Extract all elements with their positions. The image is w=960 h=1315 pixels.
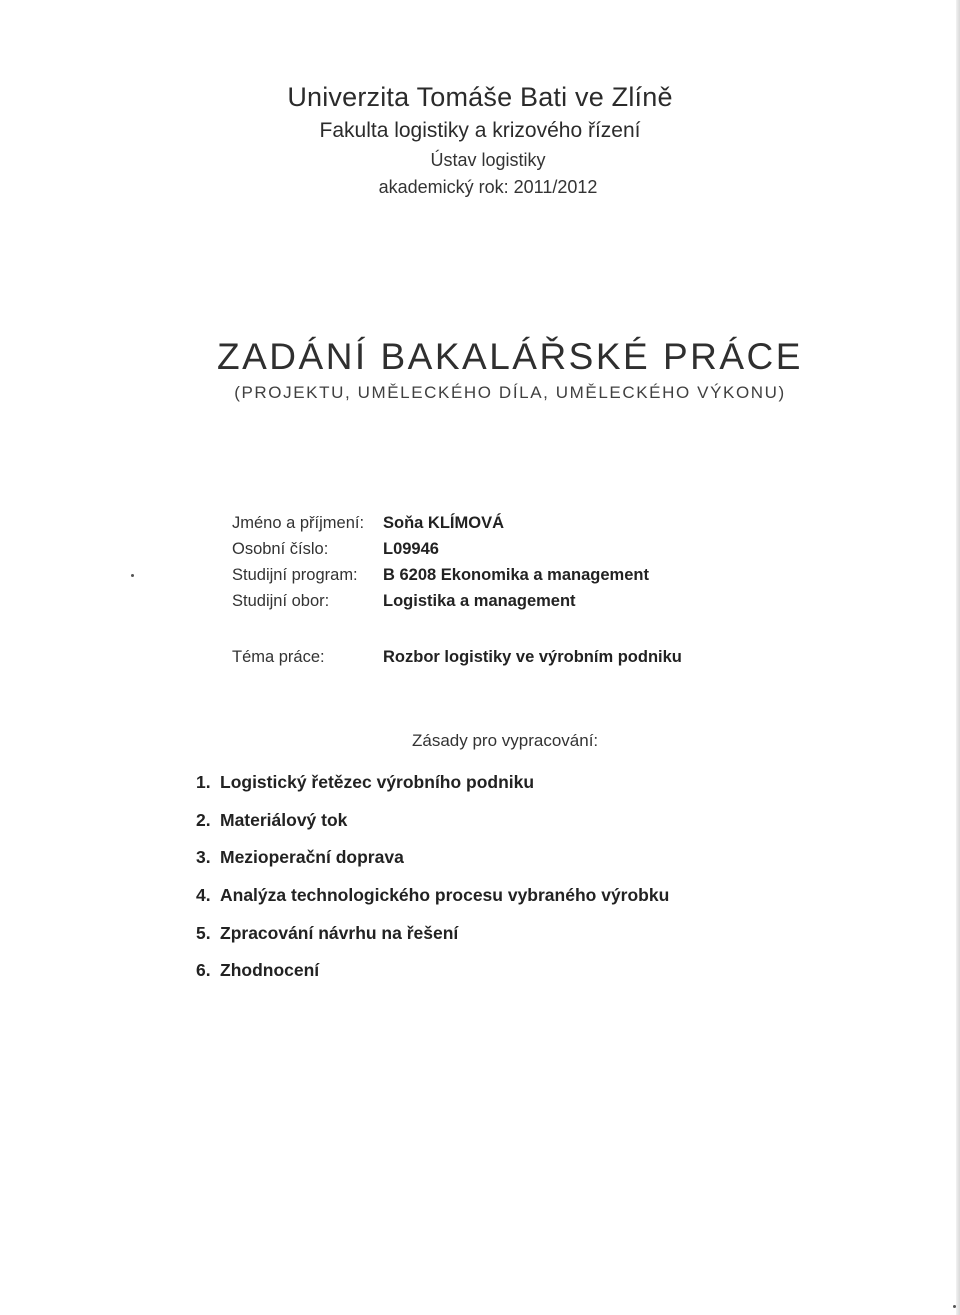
list-item-text: Zpracování návrhu na řešení — [220, 923, 459, 943]
info-value: L09946 — [383, 540, 439, 558]
list-item-number: 1. — [196, 772, 211, 792]
list-item — [196, 960, 319, 981]
list-item-number: 4. — [196, 885, 211, 905]
scan-speck — [953, 1305, 956, 1308]
list-item-text: Logistický řetězec výrobního podniku — [220, 772, 535, 792]
list-item-number: 6. — [196, 960, 211, 980]
principles-heading: Zásady pro vypracování: — [412, 731, 599, 750]
scan-speck — [131, 574, 134, 577]
list-item-text: Analýza technologického procesu vybraného výrobku — [220, 885, 670, 905]
university-name: Univerzita Tomáše Bati ve Zlíně — [287, 82, 673, 112]
topic-label: Téma práce: — [232, 648, 325, 666]
document-subtitle: (PROJEKTU, UMĚLECKÉHO DÍLA, UMĚLECKÉHO VÝKONU) — [234, 383, 786, 402]
academic-year: akademický rok: 2011/2012 — [378, 177, 598, 197]
list-item — [196, 810, 347, 831]
info-value: Logistika a management — [383, 592, 576, 610]
list-item — [196, 923, 458, 944]
list-item-number: 3. — [196, 847, 211, 867]
list-item-text: Mezioperační doprava — [220, 847, 404, 867]
list-item-number: 2. — [196, 810, 211, 830]
info-label: Osobní číslo: — [232, 540, 329, 558]
list-item — [196, 847, 404, 868]
info-value: B 6208 Ekonomika a management — [383, 566, 649, 584]
document-title: ZADÁNÍ BAKALÁŘSKÉ PRÁCE — [217, 336, 803, 377]
list-item-number: 5. — [196, 923, 211, 943]
institute-name: Ústav logistiky — [430, 150, 546, 170]
info-label: Studijní obor: — [232, 592, 330, 610]
info-label: Jméno a příjmení: — [232, 514, 365, 532]
list-item — [196, 885, 669, 906]
list-item-text: Materiálový tok — [220, 810, 348, 830]
faculty-name: Fakulta logistiky a krizového řízení — [319, 119, 641, 142]
topic-value: Rozbor logistiky ve výrobním podniku — [383, 648, 682, 666]
info-label: Studijní program: — [232, 566, 358, 584]
info-value: Soňa KLÍMOVÁ — [383, 514, 505, 532]
list-item-text: Zhodnocení — [220, 960, 320, 980]
list-item — [196, 772, 534, 793]
